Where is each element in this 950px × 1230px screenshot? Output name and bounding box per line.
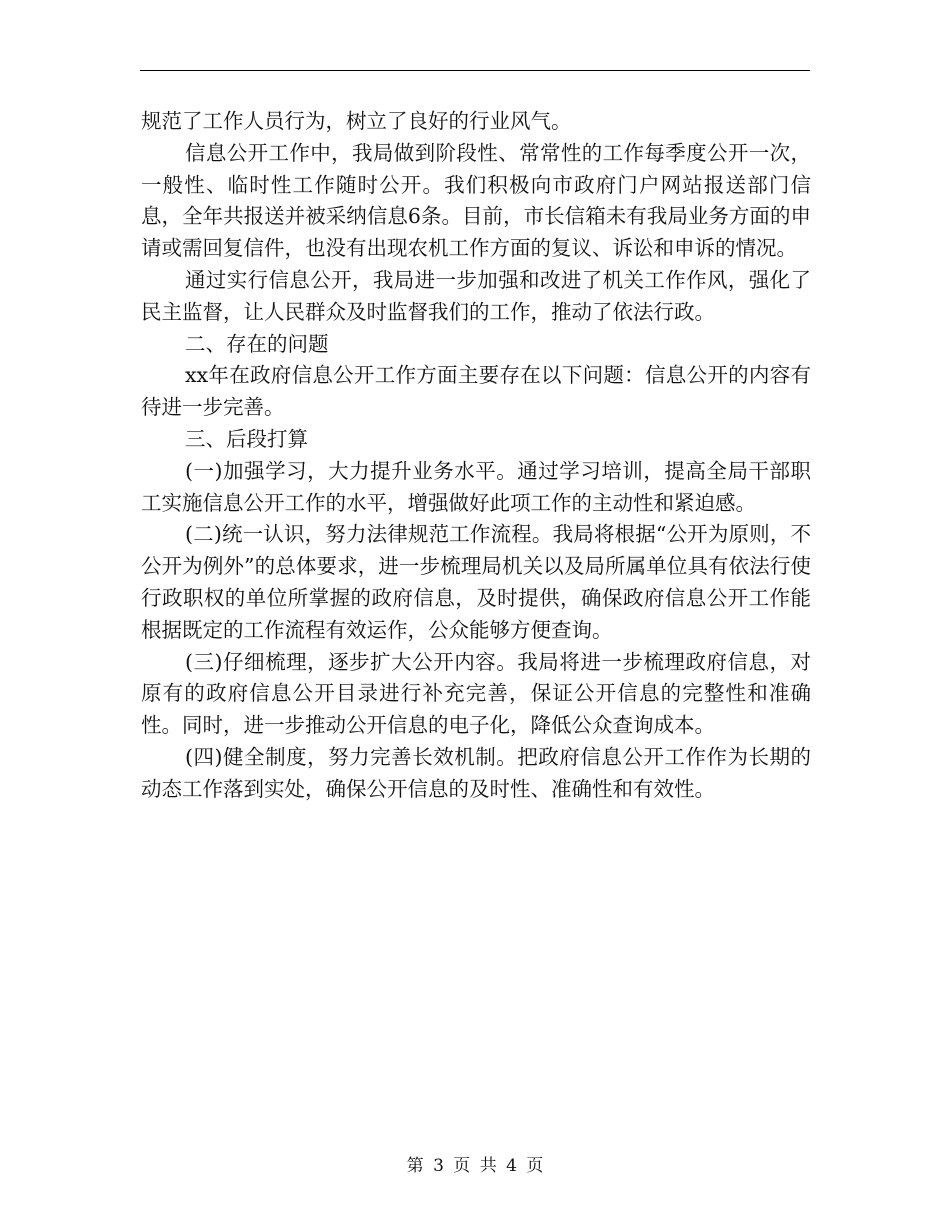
document-body <box>141 106 811 806</box>
plan-item-3: (三)仔细梳理，逐步扩大公开内容。我局将进一步梳理政府信息，对原有的政府信息公开目录进行补充完善，保证公开信息的完整性和准确性。同时，进一步推动公开信息的电子化，降低公众查询成本。 <box>141 649 811 738</box>
plan-item-4: (四)健全制度，努力完善长效机制。把政府信息公开工作作为长期的动态工作落到实处，确保公开信息的及时性、准确性和有效性。 <box>141 744 811 801</box>
header-rule <box>140 70 810 71</box>
page-number-footer: 第 3 页 共 4 页 <box>406 1156 544 1176</box>
plan-item-2: (二)统一认识，努力法律规范工作流程。我局将根据“公开为原则，不公开为例外”的总体要求，进一步梳理局机关以及局所属单位具有依法行使行政职权的单位所掌握的政府信息，及时提供，确保政府信息公开工作能根据既定的工作流程有效运作，公众能够方便查询。 <box>141 522 811 642</box>
paragraph-5: xx年在政府信息公开工作方面主要存在以下问题：信息公开的内容有待进一步完善。 <box>141 363 811 420</box>
section-heading-problems: 二、存在的问题 <box>185 331 329 356</box>
paragraph-3: 通过实行信息公开，我局进一步加强和改进了机关工作作风，强化了民主监督，让人民群众及时监督我们的工作，推动了依法行政。 <box>141 267 811 324</box>
paragraph-2: 信息公开工作中，我局做到阶段性、常常性的工作每季度公开一次，一般性、临时性工作随时公开。我们积极向市政府门户网站报送部门信息，全年共报送并被采纳信息6条。目前，市长信箱未有我局业务方面的申请或需回复信件，也没有出现农机工作方面的复议、诉讼和申诉的情况。 <box>141 140 811 261</box>
section-heading-plans: 三、后段打算 <box>185 426 308 451</box>
paragraph-1: 规范了工作人员行为，树立了良好的行业风气。 <box>141 109 572 133</box>
plan-item-1: (一)加强学习，大力提升业务水平。通过学习培训，提高全局干部职工实施信息公开工作的水平，增强做好此项工作的主动性和紧迫感。 <box>141 458 811 515</box>
